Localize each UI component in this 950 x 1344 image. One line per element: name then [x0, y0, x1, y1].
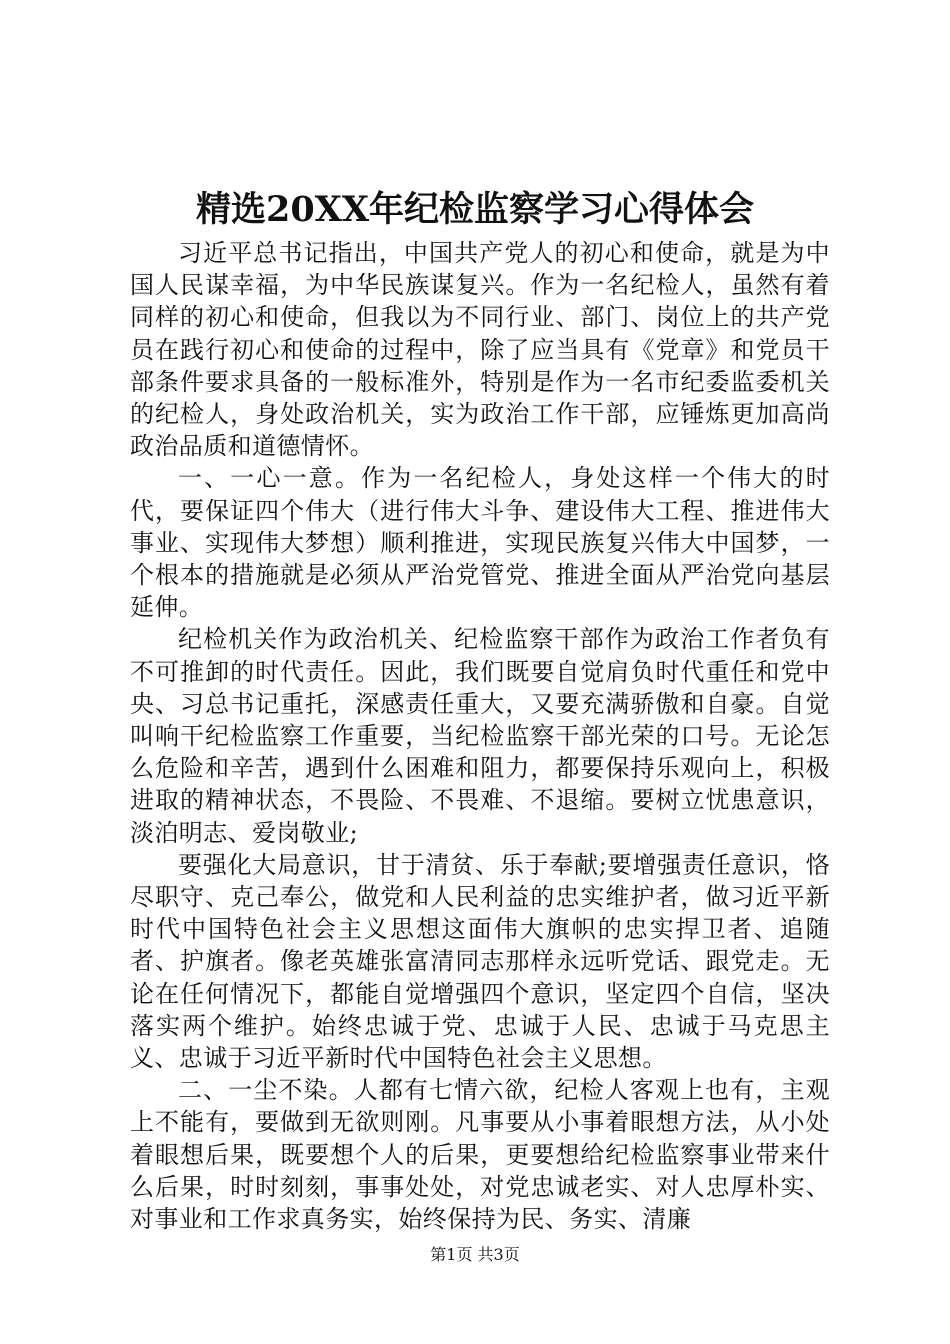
paragraph-section-one: 一、一心一意。作为一名纪检人，身处这样一个伟大的时代，要保证四个伟大（进行伟大斗争、建设伟大工程、推进伟大事业、实现伟大梦想）顺利推进，实现民族复兴伟大中国梦，一个根本的措施就是必须从严治党管党、推进全面从严治党向基层延伸。 [130, 464, 830, 622]
paragraph-responsibility: 纪检机关作为政治机关、纪检监察干部作为政治工作者负有不可推卸的时代责任。因此，我们既要自觉肩负时代重任和党中央、习总书记重托，深感责任重大，又要充满骄傲和自豪。自觉叫响干纪检监察工作重要，当纪检监察干部光荣的口号。无论怎么危险和辛苦，遇到什么困难和阻力，都要保持乐观向上，积极进取的精神状态，不畏险、不畏难、不退缩。要树立忧患意识，淡泊明志、爱岗敬业; [130, 625, 830, 847]
document-body [130, 237, 830, 1235]
paragraph-section-two: 二、一尘不染。人都有七情六欲，纪检人客观上也有，主观上不能有，要做到无欲则刚。凡事要从小事着眼想方法，从小处着眼想后果，既要想个人的后果，更要想给纪检监察事业带来什么后果，时时刻刻，事事处处，对党忠诚老实、对人忠厚朴实、对事业和工作求真务实，始终保持为民、务实、清廉 [130, 1076, 830, 1234]
page-title: 精选20XX年纪检监察学习心得体会 [195, 189, 755, 230]
page-indicator: 第1页 共3页 [430, 1245, 520, 1264]
paragraph-loyalty: 要强化大局意识，甘于清贫、乐于奉献;要增强责任意识，恪尽职守、克己奉公，做党和人民利益的忠实维护者，做习近平新时代中国特色社会主义思想这面伟大旗帜的忠实捍卫者、追随者、护旗者。像老英雄张富清同志那样永远听党话、跟党走。无论在任何情况下，都能自觉增强四个意识，坚定四个自信，坚决落实两个维护。始终忠诚于党、忠诚于人民、忠诚于马克思主义、忠诚于习近平新时代中国特色社会主义思想。 [130, 850, 830, 1073]
paragraph-intro: 习近平总书记指出，中国共产党人的初心和使命，就是为中国人民谋幸福，为中华民族谋复兴。作为一名纪检人，虽然有着同样的初心和使命，但我以为不同行业、部门、岗位上的共产党员在践行初心和使命的过程中，除了应当具有《党章》和党员干部条件要求具备的一般标准外，特别是作为一名市纪委监委机关的纪检人，身处政治机关，实为政治工作干部，应锤炼更加高尚政治品质和道德情怀。 [130, 239, 830, 461]
